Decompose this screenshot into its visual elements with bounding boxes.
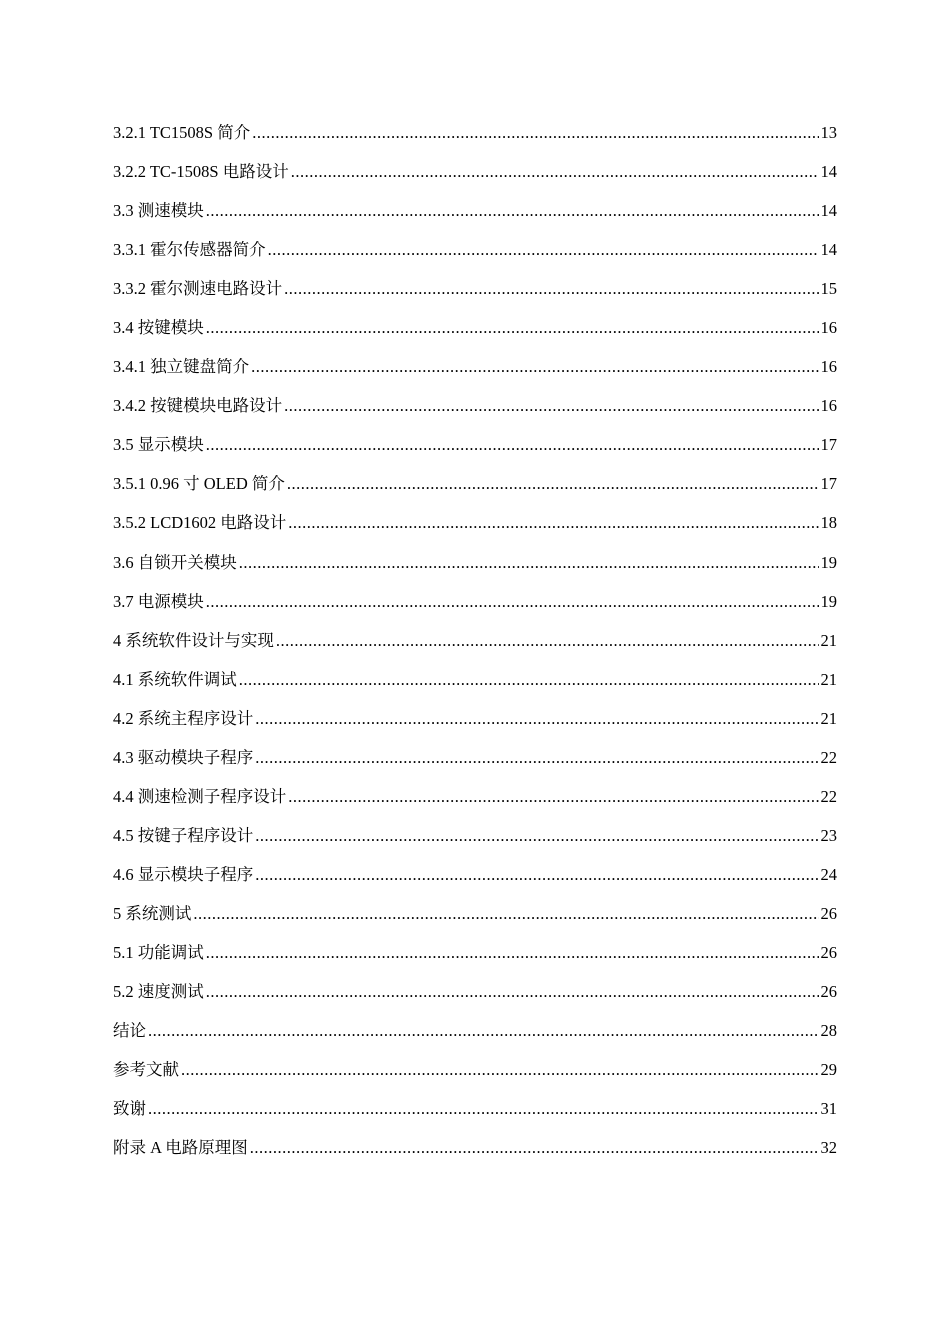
toc-entry-page: 31 [820, 1099, 837, 1119]
toc-entry-page: 19 [820, 552, 837, 572]
dot-leader [288, 785, 818, 809]
toc-entry-3-7[interactable] [113, 590, 837, 629]
toc-entry-3-5[interactable] [113, 433, 837, 472]
toc-entry-page: 14 [820, 162, 837, 182]
toc-entry-page: 14 [820, 201, 837, 221]
dot-leader [206, 980, 819, 1004]
toc-entry-3-3[interactable] [113, 199, 837, 238]
toc-entry-title: 3.4.1 独立键盘简介 [113, 357, 250, 377]
toc-entry-page: 17 [820, 474, 837, 494]
dot-leader [250, 1136, 819, 1160]
dot-leader [255, 746, 818, 770]
toc-entry-title: 致谢 [113, 1099, 146, 1119]
toc-entry-page: 16 [820, 357, 837, 377]
toc-entry-4-2[interactable] [113, 707, 837, 746]
toc-entry-page: 24 [820, 864, 837, 884]
toc-entry-3-5-2[interactable] [113, 511, 837, 550]
toc-entry-title: 4 系统软件设计与实现 [113, 630, 274, 650]
toc-entry-5-1[interactable] [113, 941, 837, 980]
dot-leader [287, 472, 819, 496]
toc-entry-title: 4.6 显示模块子程序 [113, 864, 254, 884]
toc-entry-title: 附录 A 电路原理图 [113, 1138, 248, 1158]
dot-leader [268, 238, 819, 262]
toc-entry-page: 21 [820, 630, 837, 650]
dot-leader [291, 160, 819, 184]
dot-leader [284, 394, 818, 418]
toc-entry-title: 3.2.1 TC1508S 简介 [113, 123, 251, 142]
toc-entry-page: 22 [820, 747, 837, 767]
toc-entry-title: 3.5.2 LCD1602 电路设计 [113, 513, 287, 533]
toc-entry-page: 16 [820, 318, 837, 338]
toc-entry-3-6[interactable] [113, 551, 837, 590]
toc-entry-4[interactable] [113, 629, 837, 668]
toc-entry-title: 3.3.2 霍尔测速电路设计 [113, 279, 283, 299]
dot-leader [284, 277, 818, 301]
toc-entry-4-3[interactable] [113, 746, 837, 785]
toc-entry-page: 21 [820, 708, 837, 728]
toc-entry-title: 3.2.2 TC-1508S 电路设计 [113, 162, 289, 182]
toc-entry-page: 32 [820, 1138, 837, 1158]
toc-entry-page: 23 [820, 825, 837, 845]
toc-entry-3-3-2[interactable] [113, 277, 837, 316]
toc-entry-title: 3.6 自锁开关模块 [113, 552, 237, 572]
toc-entry-title: 4.5 按键子程序设计 [113, 825, 254, 845]
toc-entry-title: 4.4 测速检测子程序设计 [113, 786, 287, 806]
table-of-contents [113, 121, 837, 1175]
toc-entry-title: 3.4.2 按键模块电路设计 [113, 396, 283, 416]
toc-entry-appendix-a[interactable] [113, 1136, 837, 1175]
dot-leader [206, 433, 819, 457]
toc-entry-4-5[interactable] [113, 824, 837, 863]
toc-entry-page: 13 [820, 123, 837, 142]
toc-entry-title: 5 系统测试 [113, 903, 192, 923]
toc-entry-page: 19 [820, 591, 837, 611]
toc-entry-conclusion[interactable] [113, 1019, 837, 1058]
toc-entry-page: 26 [820, 903, 837, 923]
toc-entry-page: 15 [820, 279, 837, 299]
dot-leader [255, 707, 818, 731]
dot-leader [193, 902, 818, 926]
dot-leader [252, 121, 818, 145]
toc-entry-page: 17 [820, 435, 837, 455]
toc-entry-page: 22 [820, 786, 837, 806]
toc-entry-page: 14 [820, 240, 837, 260]
toc-entry-page: 26 [820, 942, 837, 962]
dot-leader [206, 941, 819, 965]
toc-entry-title: 3.3.1 霍尔传感器简介 [113, 240, 266, 260]
dot-leader [255, 863, 818, 887]
dot-leader [148, 1019, 819, 1043]
dot-leader [206, 316, 819, 340]
toc-entry-5-2[interactable] [113, 980, 837, 1019]
dot-leader [276, 629, 819, 653]
toc-entry-3-3-1[interactable] [113, 238, 837, 277]
toc-entry-title: 参考文献 [113, 1060, 179, 1080]
toc-entry-title: 4.1 系统软件调试 [113, 669, 237, 689]
toc-entry-title: 4.2 系统主程序设计 [113, 708, 254, 728]
toc-entry-page: 21 [820, 669, 837, 689]
toc-entry-title: 3.3 测速模块 [113, 201, 204, 221]
toc-entry-page: 29 [820, 1060, 837, 1080]
dot-leader [255, 824, 818, 848]
toc-entry-title: 5.2 速度测试 [113, 982, 204, 1002]
toc-entry-page: 26 [820, 982, 837, 1002]
toc-entry-references[interactable] [113, 1058, 837, 1097]
toc-entry-title: 3.5.1 0.96 寸 OLED 简介 [113, 474, 285, 494]
toc-entry-3-4-2[interactable] [113, 394, 837, 433]
dot-leader [251, 355, 818, 379]
dot-leader [148, 1097, 819, 1121]
toc-entry-3-4[interactable] [113, 316, 837, 355]
toc-entry-3-2-2[interactable] [113, 160, 837, 199]
toc-entry-acknowledgements[interactable] [113, 1097, 837, 1136]
toc-entry-3-2-1[interactable] [113, 121, 837, 160]
toc-entry-title: 结论 [113, 1021, 146, 1041]
toc-entry-title: 4.3 驱动模块子程序 [113, 747, 254, 767]
dot-leader [181, 1058, 819, 1082]
dot-leader [288, 511, 818, 535]
toc-entry-4-4[interactable] [113, 785, 837, 824]
toc-entry-4-6[interactable] [113, 863, 837, 902]
dot-leader [239, 551, 819, 575]
toc-entry-4-1[interactable] [113, 668, 837, 707]
toc-entry-page: 16 [820, 396, 837, 416]
dot-leader [206, 590, 819, 614]
toc-entry-5[interactable] [113, 902, 837, 941]
toc-entry-page: 28 [820, 1021, 837, 1041]
toc-entry-title: 5.1 功能调试 [113, 942, 204, 962]
toc-entry-title: 3.4 按键模块 [113, 318, 204, 338]
toc-entry-page: 18 [820, 513, 837, 533]
toc-entry-title: 3.7 电源模块 [113, 591, 204, 611]
dot-leader [206, 199, 819, 223]
toc-entry-3-5-1[interactable] [113, 472, 837, 511]
toc-entry-title: 3.5 显示模块 [113, 435, 204, 455]
dot-leader [239, 668, 819, 692]
toc-entry-3-4-1[interactable] [113, 355, 837, 394]
